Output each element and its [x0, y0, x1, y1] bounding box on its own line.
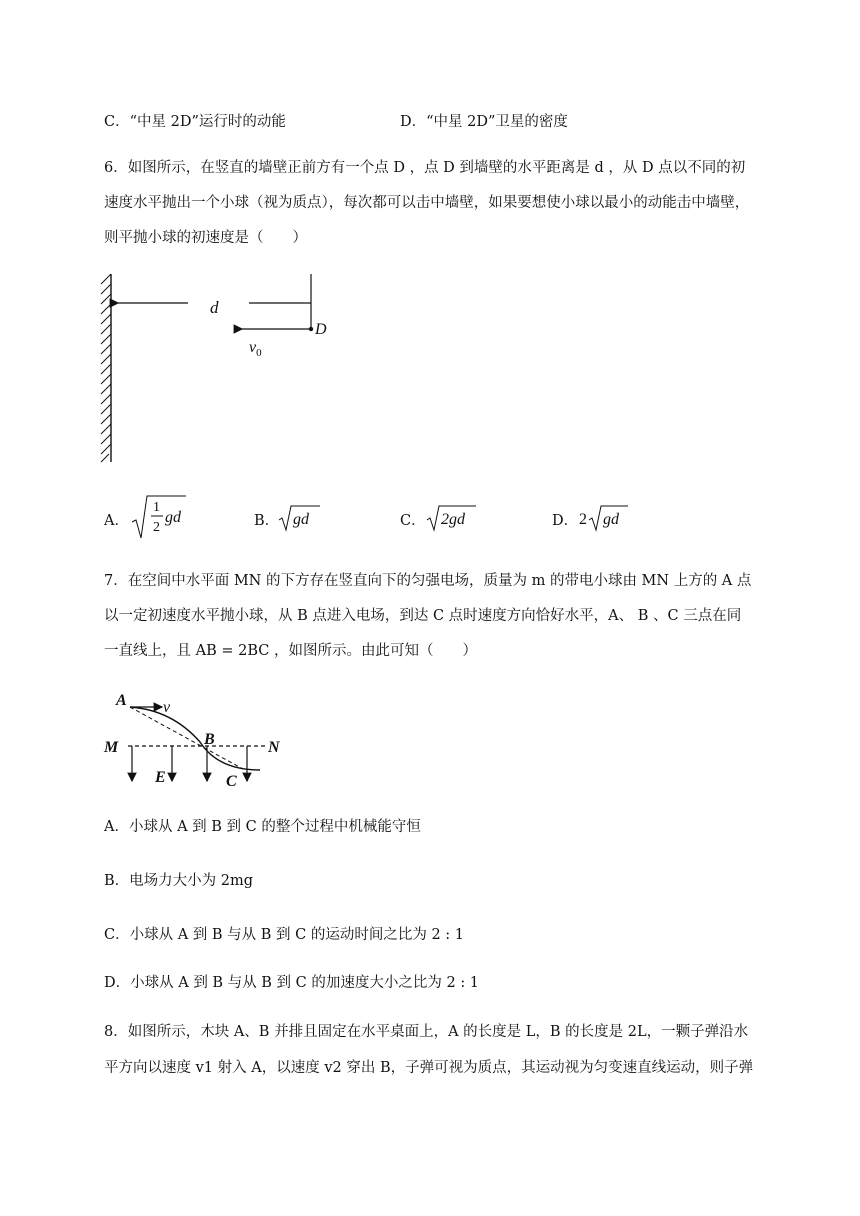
q8-stem-line1: 8．如图所示，木块 A、B 并排且固定在水平桌面上，A 的长度是 L，B 的长度是 2L，一颗子弹沿水 [104, 1024, 749, 1040]
svg-text:gd: gd [603, 511, 619, 528]
svg-text:gd: gd [293, 511, 309, 528]
q7-stem-line2: 以一定初速度水平抛小球，从 B 点进入电场，到达 C 点时速度方向恰好水平，A、 B 、C 三点在同 [104, 608, 742, 624]
label-v: v [163, 699, 171, 716]
q6-option-a-formula [130, 492, 190, 542]
point-d [309, 327, 313, 331]
q6-option-c-formula [426, 503, 478, 533]
q5-option-d: D．“中星 2D”卫星的密度 [400, 114, 568, 130]
q6-option-d-formula [578, 503, 630, 533]
label-m: M [104, 739, 119, 756]
q6-figure [96, 268, 346, 468]
q6-stem-line3: 则平抛小球的初速度是（ ） [104, 230, 307, 246]
svg-text:1: 1 [153, 500, 160, 515]
q6-option-b-label: B． [254, 513, 280, 529]
q7-option-a: A．小球从 A 到 B 到 C 的整个过程中机械能守恒 [104, 819, 421, 835]
q6-stem-line2: 速度水平抛出一个小球（视为质点），每次都可以击中墙壁，如果要想使小球以最小的动能击中墙壁， [104, 195, 750, 211]
label-n: N [268, 739, 280, 756]
q7-option-c: C．小球从 A 到 B 与从 B 到 C 的运动时间之比为 2 : 1 [104, 927, 465, 943]
q7-stem-line1: 7．在空间中水平面 MN 的下方存在竖直向下的匀强电场，质量为 m 的带电小球由 MN 上方的 A 点 [104, 573, 752, 589]
q7-option-b: B．电场力大小为 2mg [104, 873, 254, 889]
wall [101, 274, 111, 462]
svg-text:2: 2 [153, 520, 160, 535]
svg-text:2gd: 2gd [441, 511, 465, 528]
q7-option-d: D．小球从 A 到 B 与从 B 到 C 的加速度大小之比为 2 : 1 [104, 975, 480, 991]
q8-stem-line2: 平方向以速度 v1 射入 A，以速度 v2 穿出 B，子弹可视为质点，其运动视为匀变速直线运动，则子弹 [104, 1060, 754, 1076]
q6-option-b-formula [278, 503, 322, 533]
label-v0: $v_0$ [249, 339, 262, 359]
label-point-d: D [315, 321, 327, 338]
q7-stem-line3: 一直线上，且 AB = 2BC ，如图所示。由此可知（ ） [104, 643, 477, 659]
label-e: E [155, 769, 166, 786]
trajectory [130, 707, 260, 770]
label-c: C [226, 773, 237, 790]
q7-figure [100, 688, 295, 793]
q6-option-d-label: D． [552, 513, 579, 529]
label-b: B [204, 731, 215, 748]
svg-text:gd: gd [165, 509, 181, 526]
abc-dashed-line [130, 707, 243, 769]
svg-text:2: 2 [579, 511, 587, 528]
q6-option-c-label: C． [400, 513, 426, 529]
q6-option-a-label: A． [104, 513, 129, 529]
label-d: d [210, 298, 219, 317]
q6-stem-line1: 6．如图所示，在竖直的墙壁正前方有一个点 D ，点 D 到墙壁的水平距离是 d ，从 D 点以不同的初 [104, 160, 746, 176]
q5-option-c: C．“中星 2D”运行时的动能 [104, 114, 286, 130]
label-a: A [116, 692, 127, 709]
